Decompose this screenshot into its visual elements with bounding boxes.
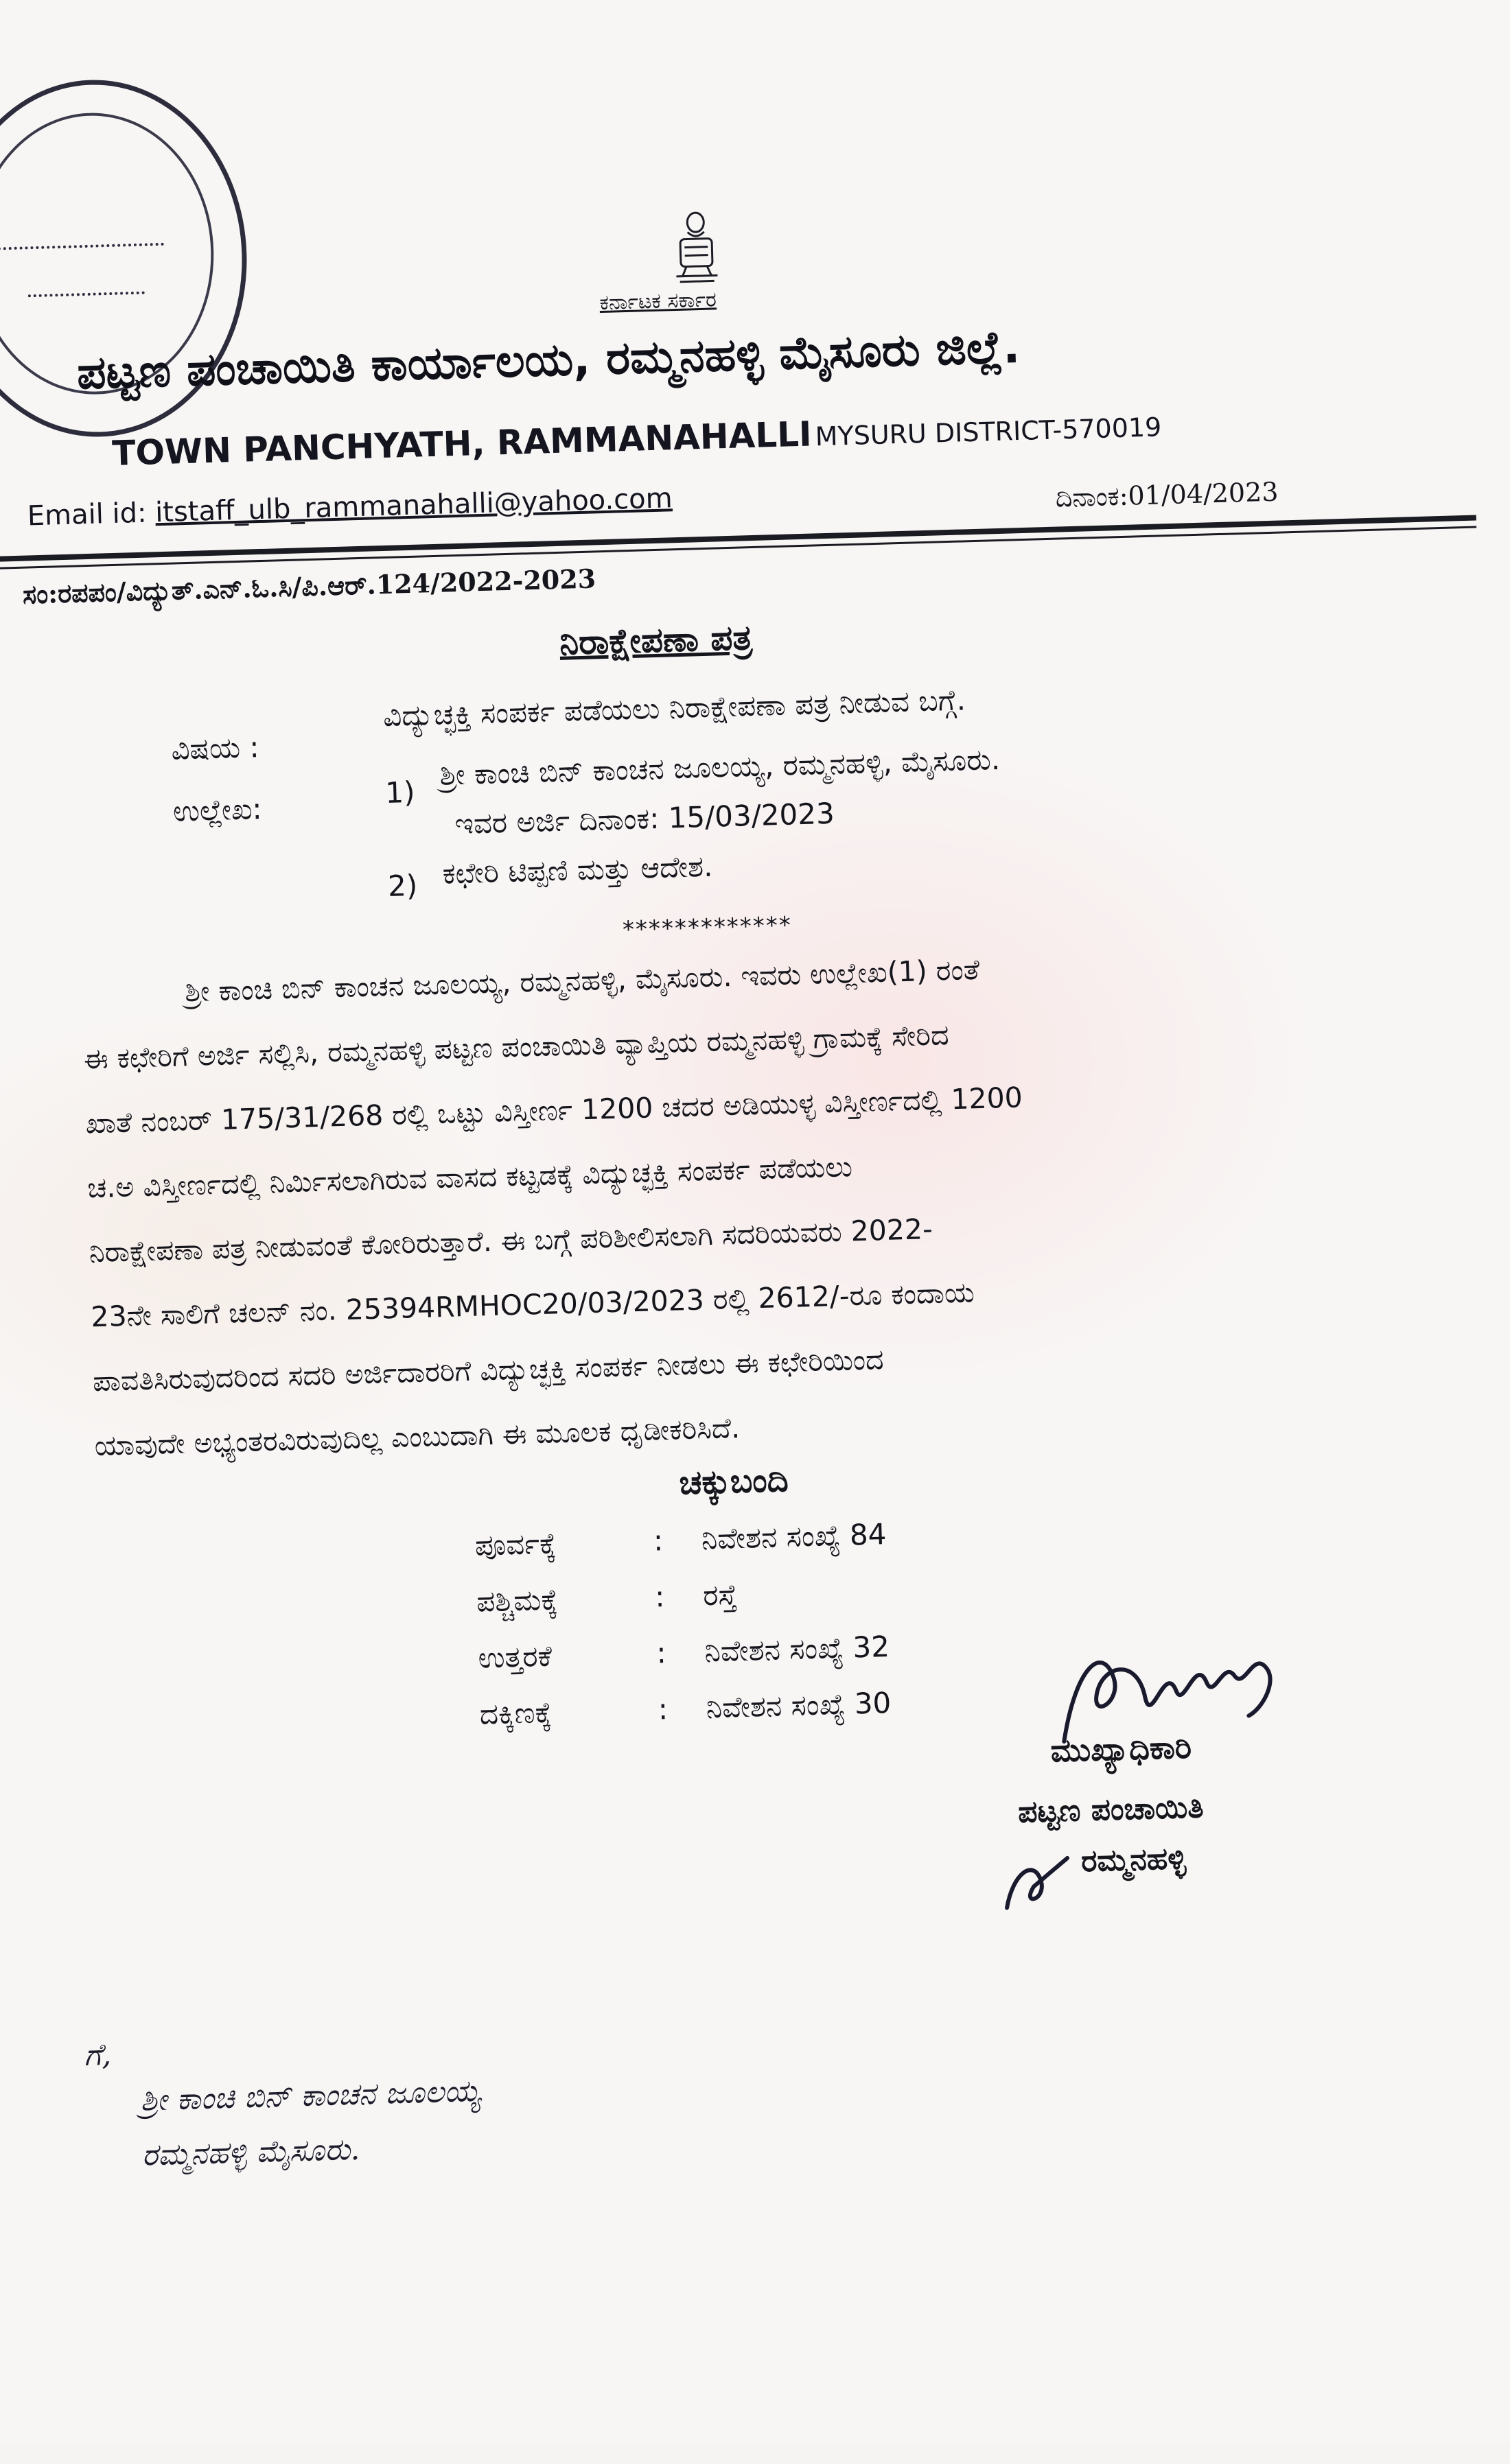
boundary-west-sep: : (654, 1580, 666, 1614)
body-line-4: ಚ.ಅ ವಿಸ್ತೀರ್ಣದಲ್ಲಿ ನಿರ್ಮಿಸಲಾಗಿರುವ ವಾಸದ ಕಟ್ಟಡಕ್ಕೆ ವಿದ್ಯುಚ್ಛಕ್ತಿ ಸಂಪರ್ಕ ಪಡೆಯಲು (86, 1150, 853, 1205)
reference-1-text: ಶ್ರೀ ಕಾಂಚಿ ಬಿನ್ ಕಾಂಚನ ಜೂಲಯ್ಯ, ರಮ್ಮನಹಳ್ಳಿ, ಮೈಸೂರು. (439, 742, 1001, 792)
reference-number: ಸಂ:ರಪಪಂ/ವಿದ್ಯುತ್.ಎನ್.ಓ.ಸಿ/ಪಿ.ಆರ್.124/2022-2023 (22, 563, 596, 610)
email-line (27, 482, 673, 532)
header-rule-thin (0, 526, 1476, 570)
body-line-3: ಖಾತೆ ನಂಬರ್ 175/31/268 ರಲ್ಲಿ ಒಟ್ಟು ವಿಸ್ತೀರ್ಣ 1200 ಚದರ ಅಡಿಯುಳ್ಳ ವಿಸ್ತೀರ್ಣದಲ್ಲಿ 1200 (84, 1081, 1023, 1140)
boundary-west-value: ರಸ್ತೆ (702, 1577, 738, 1612)
boundaries-heading: ಚಕ್ಕುಬಂದಿ (678, 1461, 789, 1503)
boundary-north-sep: : (655, 1636, 667, 1670)
body-line-5: ನಿರಾಕ್ಷೇಪಣಾ ಪತ್ರ ನೀಡುವಂತೆ ಕೋರಿರುತ್ತಾರೆ. ಈ ಬಗ್ಗೆ ಪರಿಶೀಲಿಸಲಾಗಿ ಸದರಿಯವರು 2022- (89, 1212, 933, 1269)
state-emblem-icon (664, 207, 728, 290)
email-link[interactable]: itstaff_ulb_rammanahalli@yahoo.com (154, 482, 673, 529)
reference-2-number: 2) (387, 868, 418, 903)
body-line-7: ಪಾವತಿಸಿರುವುದರಿಂದ ಸದರಿ ಅರ್ಜಿದಾರರಿಗೆ ವಿದ್ಯುಚ್ಛಕ್ತಿ ಸಂಪರ್ಕ ನೀಡಲು ಈ ಕಛೇರಿಯಿಂದ (92, 1343, 885, 1398)
boundary-west-label: ಪಶ್ಚಿಮಕ್ಕೆ (476, 1582, 559, 1619)
boundary-north-value: ನಿವೇಶನ ಸಂಖ್ಯೆ 32 (704, 1630, 890, 1669)
reference-2-text: ಕಛೇರಿ ಟಿಪ್ಪಣಿ ಮತ್ತು ಆದೇಶ. (441, 849, 713, 891)
letter-date: ದಿನಾಂಕ:01/04/2023 (1055, 476, 1279, 513)
subject-label: ವಿಷಯ : (170, 730, 260, 766)
boundary-south-sep: : (658, 1692, 669, 1726)
body-line-8: ಯಾವುದೇ ಅಭ್ಯಂತರವಿರುವುದಿಲ್ಲ ಎಂಬುದಾಗಿ ಈ ಮೂಲಕ ಧೃಡೀಕರಿಸಿದೆ. (94, 1411, 741, 1463)
subject-text: ವಿದ್ಯುಚ್ಛಕ್ತಿ ಸಂಪರ್ಕ ಪಡೆಯಲು ನಿರಾಕ್ಷೇಪಣಾ ಪತ್ರ ನೀಡುವ ಬಗ್ಗೆ. (382, 683, 966, 734)
office-title-english (112, 404, 1162, 473)
boundary-east-sep: : (653, 1523, 664, 1558)
boundary-east-value: ನಿವೇಶನ ಸಂಖ್ಯೆ 84 (701, 1517, 887, 1556)
body-line-2: ಈ ಕಛೇರಿಗೆ ಅರ್ಜಿ ಸಲ್ಲಿಸಿ, ರಮ್ಮನಹಳ್ಳಿ ಪಟ್ಟಣ ಪಂಚಾಯಿತಿ ವ್ಯಾಪ್ತಿಯ ರಮ್ಮನಹಳ್ಳಿ ಗ್ರಾಮಕ್ಕೆ ಸೇರಿದ (83, 1018, 950, 1076)
recipient-place: ರಮ್ಮನಹಳ್ಳಿ ಮೈಸೂರು. (141, 2131, 360, 2173)
recipient-name: ಶ್ರೀ ಕಾಂಚಿ ಬಿನ್ ಕಾಂಚನ ಜೂಲಯ್ಯ (139, 2073, 481, 2118)
office-district: MYSURU DISTRICT-570019 (815, 412, 1162, 452)
signatory-place: ರಮ್ಮನಹಳ್ಳಿ (1080, 1841, 1187, 1879)
boundary-south-label: ದಕ್ಕಿಣಕ್ಕೆ (479, 1695, 553, 1731)
boundary-south-value: ನಿವೇಶನ ಸಂಖ್ಯೆ 30 (706, 1686, 892, 1725)
reference-1-number: 1) (384, 775, 416, 810)
separator-stars: ************* (622, 911, 793, 944)
body-line-1: ಶ್ರೀ ಕಾಂಚಿ ಬಿನ್ ಕಾಂಚನ ಜೂಲಯ್ಯ, ರಮ್ಮನಹಳ್ಳಿ, ಮೈಸೂರು. ಇವರು ಉಲ್ಲೇಖ(1) ರಂತೆ (184, 953, 980, 1009)
emblem-caption: ಕರ್ನಾಟಕ ಸರ್ಕಾರ (599, 288, 717, 316)
body-line-6: 23ನೇ ಸಾಲಿಗೆ ಚಲನ್ ನಂ. 25394RMHOC20/03/2023 ರಲ್ಲಿ 2612/-ರೂ ಕಂದಾಯ (90, 1276, 975, 1334)
email-label: Email id: (27, 497, 148, 532)
initials-mark (992, 1844, 1076, 1922)
boundary-north-label: ಉತ್ತರಕೆ (477, 1639, 553, 1675)
letter-heading: ನಿರಾಕ್ಷೇಪಣಾ ಪತ್ರ (559, 618, 753, 663)
office-name-english: TOWN PANCHYATH, RAMMANAHALLI (111, 414, 813, 473)
signatory-title: ಮುಖ್ಯಾಧಿಕಾರಿ (1049, 1728, 1192, 1770)
recipient-to: ಗೆ, (83, 2037, 112, 2074)
boundary-east-label: ಪೂರ್ವಕ್ಕೆ (474, 1526, 557, 1562)
signatory-office: ಪಟ್ಟಣ ಪಂಚಾಯಿತಿ (1017, 1790, 1205, 1830)
reference-1-application-date: ಇವರ ಅರ್ಜಿ ದಿನಾಂಕ: 15/03/2023 (454, 796, 835, 841)
references-label: ಉಲ್ಲೇಖ: (172, 792, 263, 828)
office-title-kannada: ಪಟ್ಟಣ ಪಂಚಾಯಿತಿ ಕಾರ್ಯಾಲಯ, ರಮ್ಮನಹಳ್ಳಿ ಮೈಸೂರು ಜಿಲ್ಲೆ. (76, 320, 1021, 400)
